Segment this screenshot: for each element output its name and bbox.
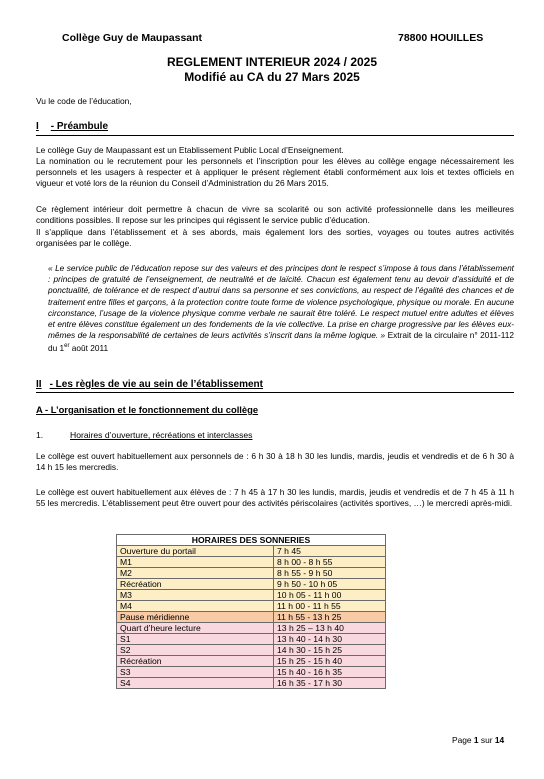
section-1-divider (36, 135, 514, 136)
staff-hours-text: Le collège est ouvert habituellement aux personnels de : 6 h 30 à 18 h 30 les lundis, mardis, jeudis et vendredis et de 6 h 30 à 14 h 15 les mercredis. (36, 451, 514, 473)
preamble-p4: Il s’applique dans l’établissement et à ses abords, mais également lors des sorties, voyages ou toutes autres activités organisées par le collège. (36, 227, 514, 249)
schedule-slot-label: M2 (117, 568, 274, 579)
preamble-p1: Le collège Guy de Maupassant est un Etablissement Public Local d’Enseignement. (36, 145, 344, 155)
intro-text: Vu le code de l’éducation, (36, 96, 132, 106)
schedule-slot-time: 13 h 25 – 13 h 40 (274, 623, 386, 634)
footer-page-word: Page (452, 735, 472, 745)
quote-source: Extrait de la circulaire n° 2011-112 du 1er août 2011 (48, 330, 514, 354)
schedule-row (117, 590, 386, 601)
schedule-slot-label: S4 (117, 678, 274, 689)
schedule-slot-time: 7 h 45 (274, 546, 386, 557)
section-1-title: - Préambule (50, 121, 109, 132)
item-1-number: 1. (36, 430, 44, 440)
schedule-row (117, 623, 386, 634)
circular-quote (48, 263, 514, 354)
page-footer (452, 735, 504, 745)
item-1-title: Horaires d’ouverture, récréations et interclasses (70, 430, 253, 440)
preamble-p2: La nomination ou le recrutement pour les personnels et l’inscription pour les élèves au collège engage nécessairement les personnels et les usagers à respecter et à appliquer le présent règlement établi conformément aux lois et textes officiels en vigueur et voté lors de la réunion du Conseil d’Administration du 26 Mars 2015. (36, 156, 514, 189)
section-1-heading (36, 121, 108, 132)
schedule-header-row (117, 535, 386, 546)
section-2-heading (36, 379, 263, 390)
bell-schedule-table (116, 534, 386, 689)
schedule-slot-time: 9 h 50 - 10 h 05 (274, 579, 386, 590)
schedule-row (117, 568, 386, 579)
section-1-number: I (36, 121, 39, 132)
footer-page-total: 14 (494, 735, 505, 745)
item-1-heading (36, 430, 252, 440)
schedule-row (117, 579, 386, 590)
student-hours-text: Le collège est ouvert habituellement aux élèves de : 7 h 45 à 17 h 30 les lundis, mardis, jeudis et vendredis et de 7 h 45 à 11 h 55 les mercredis. L’établissement peut être ouvert pour des activités périscolaires (activités sportives, …) le mercredi après-midi. (36, 487, 514, 509)
schedule-slot-time: 15 h 40 - 16 h 35 (274, 667, 386, 678)
schedule-slot-time: 16 h 35 - 17 h 30 (274, 678, 386, 689)
schedule-slot-label: S3 (117, 667, 274, 678)
schedule-slot-time: 11 h 00 - 11 h 55 (274, 601, 386, 612)
schedule-slot-time: 8 h 00 - 8 h 55 (274, 557, 386, 568)
schedule-slot-label: Ouverture du portail (117, 546, 274, 557)
schedule-row (117, 634, 386, 645)
school-city: 78800 HOUILLES (398, 32, 484, 44)
schedule-slot-label: M1 (117, 557, 274, 568)
schedule-row (117, 612, 386, 623)
schedule-title: HORAIRES DES SONNERIES (117, 535, 386, 546)
schedule-slot-time: 8 h 55 - 9 h 50 (274, 568, 386, 579)
quote-text: « Le service public de l’éducation repose sur des valeurs et des principes dont le respect s’impose à tous dans l’établissement : principes de gratuité de l’enseignement, de neutralité et de laïcité. Chacun est également tenu au devoir d’assiduité et de ponctualité, de tolérance et de respect d’autrui dans sa personne et ses convictions, au respect de l’égalité des chances et de traitement entre filles et garçons, à la protection contre toute forme de violence psychologique, physique ou morale. En aucune circonstance, l’usage de la violence physique comme verbale ne saurait être toléré. Le respect mutuel entre adultes et élèves et entre élèves constitue également un des fondements de la vie collective. La prise en charge progressive par les élèves eux-mêmes de la responsabilité de certaines de leurs activités s’inscrit dans la même logique. » (48, 263, 514, 341)
schedule-slot-label: Récréation (117, 656, 274, 667)
schedule-slot-label: M4 (117, 601, 274, 612)
schedule-body (117, 546, 386, 689)
subsection-a-heading: A - L’organisation et le fonctionnement du collège (36, 404, 259, 415)
schedule-slot-time: 11 h 55 - 13 h 25 (274, 612, 386, 623)
schedule-slot-time: 13 h 40 - 14 h 30 (274, 634, 386, 645)
schedule-row (117, 667, 386, 678)
document-subtitle: Modifié au CA du 27 Mars 2025 (184, 70, 360, 84)
schedule-row (117, 557, 386, 568)
schedule-slot-time: 14 h 30 - 15 h 25 (274, 645, 386, 656)
schedule-row (117, 678, 386, 689)
schedule-slot-label: Quart d’heure lecture (117, 623, 274, 634)
footer-of-word: sur (480, 735, 493, 745)
schedule-slot-label: Pause méridienne (117, 612, 274, 623)
section-2-divider (36, 392, 514, 393)
schedule-slot-label: M3 (117, 590, 274, 601)
section-2-title: - Les règles de vie au sein de l’établissement (49, 379, 263, 390)
schedule-slot-label: S1 (117, 634, 274, 645)
section-2-number: II (36, 379, 42, 390)
schedule-row (117, 546, 386, 557)
schedule-slot-label: Récréation (117, 579, 274, 590)
schedule-row (117, 601, 386, 612)
schedule-slot-time: 15 h 25 - 15 h 40 (274, 656, 386, 667)
preamble-p3: Ce règlement intérieur doit permettre à chacun de vivre sa scolarité ou son activité professionnelle dans les meilleures conditions possibles. Il repose sur les principes qui régissent le service public d’éducation. (36, 204, 514, 226)
schedule-row (117, 645, 386, 656)
school-name: Collège Guy de Maupassant (62, 32, 203, 44)
document-title: REGLEMENT INTERIEUR 2024 / 2025 (166, 55, 378, 69)
footer-page-number: 1 (473, 735, 479, 745)
schedule-slot-time: 10 h 05 - 11 h 00 (274, 590, 386, 601)
schedule-row (117, 656, 386, 667)
schedule-slot-label: S2 (117, 645, 274, 656)
